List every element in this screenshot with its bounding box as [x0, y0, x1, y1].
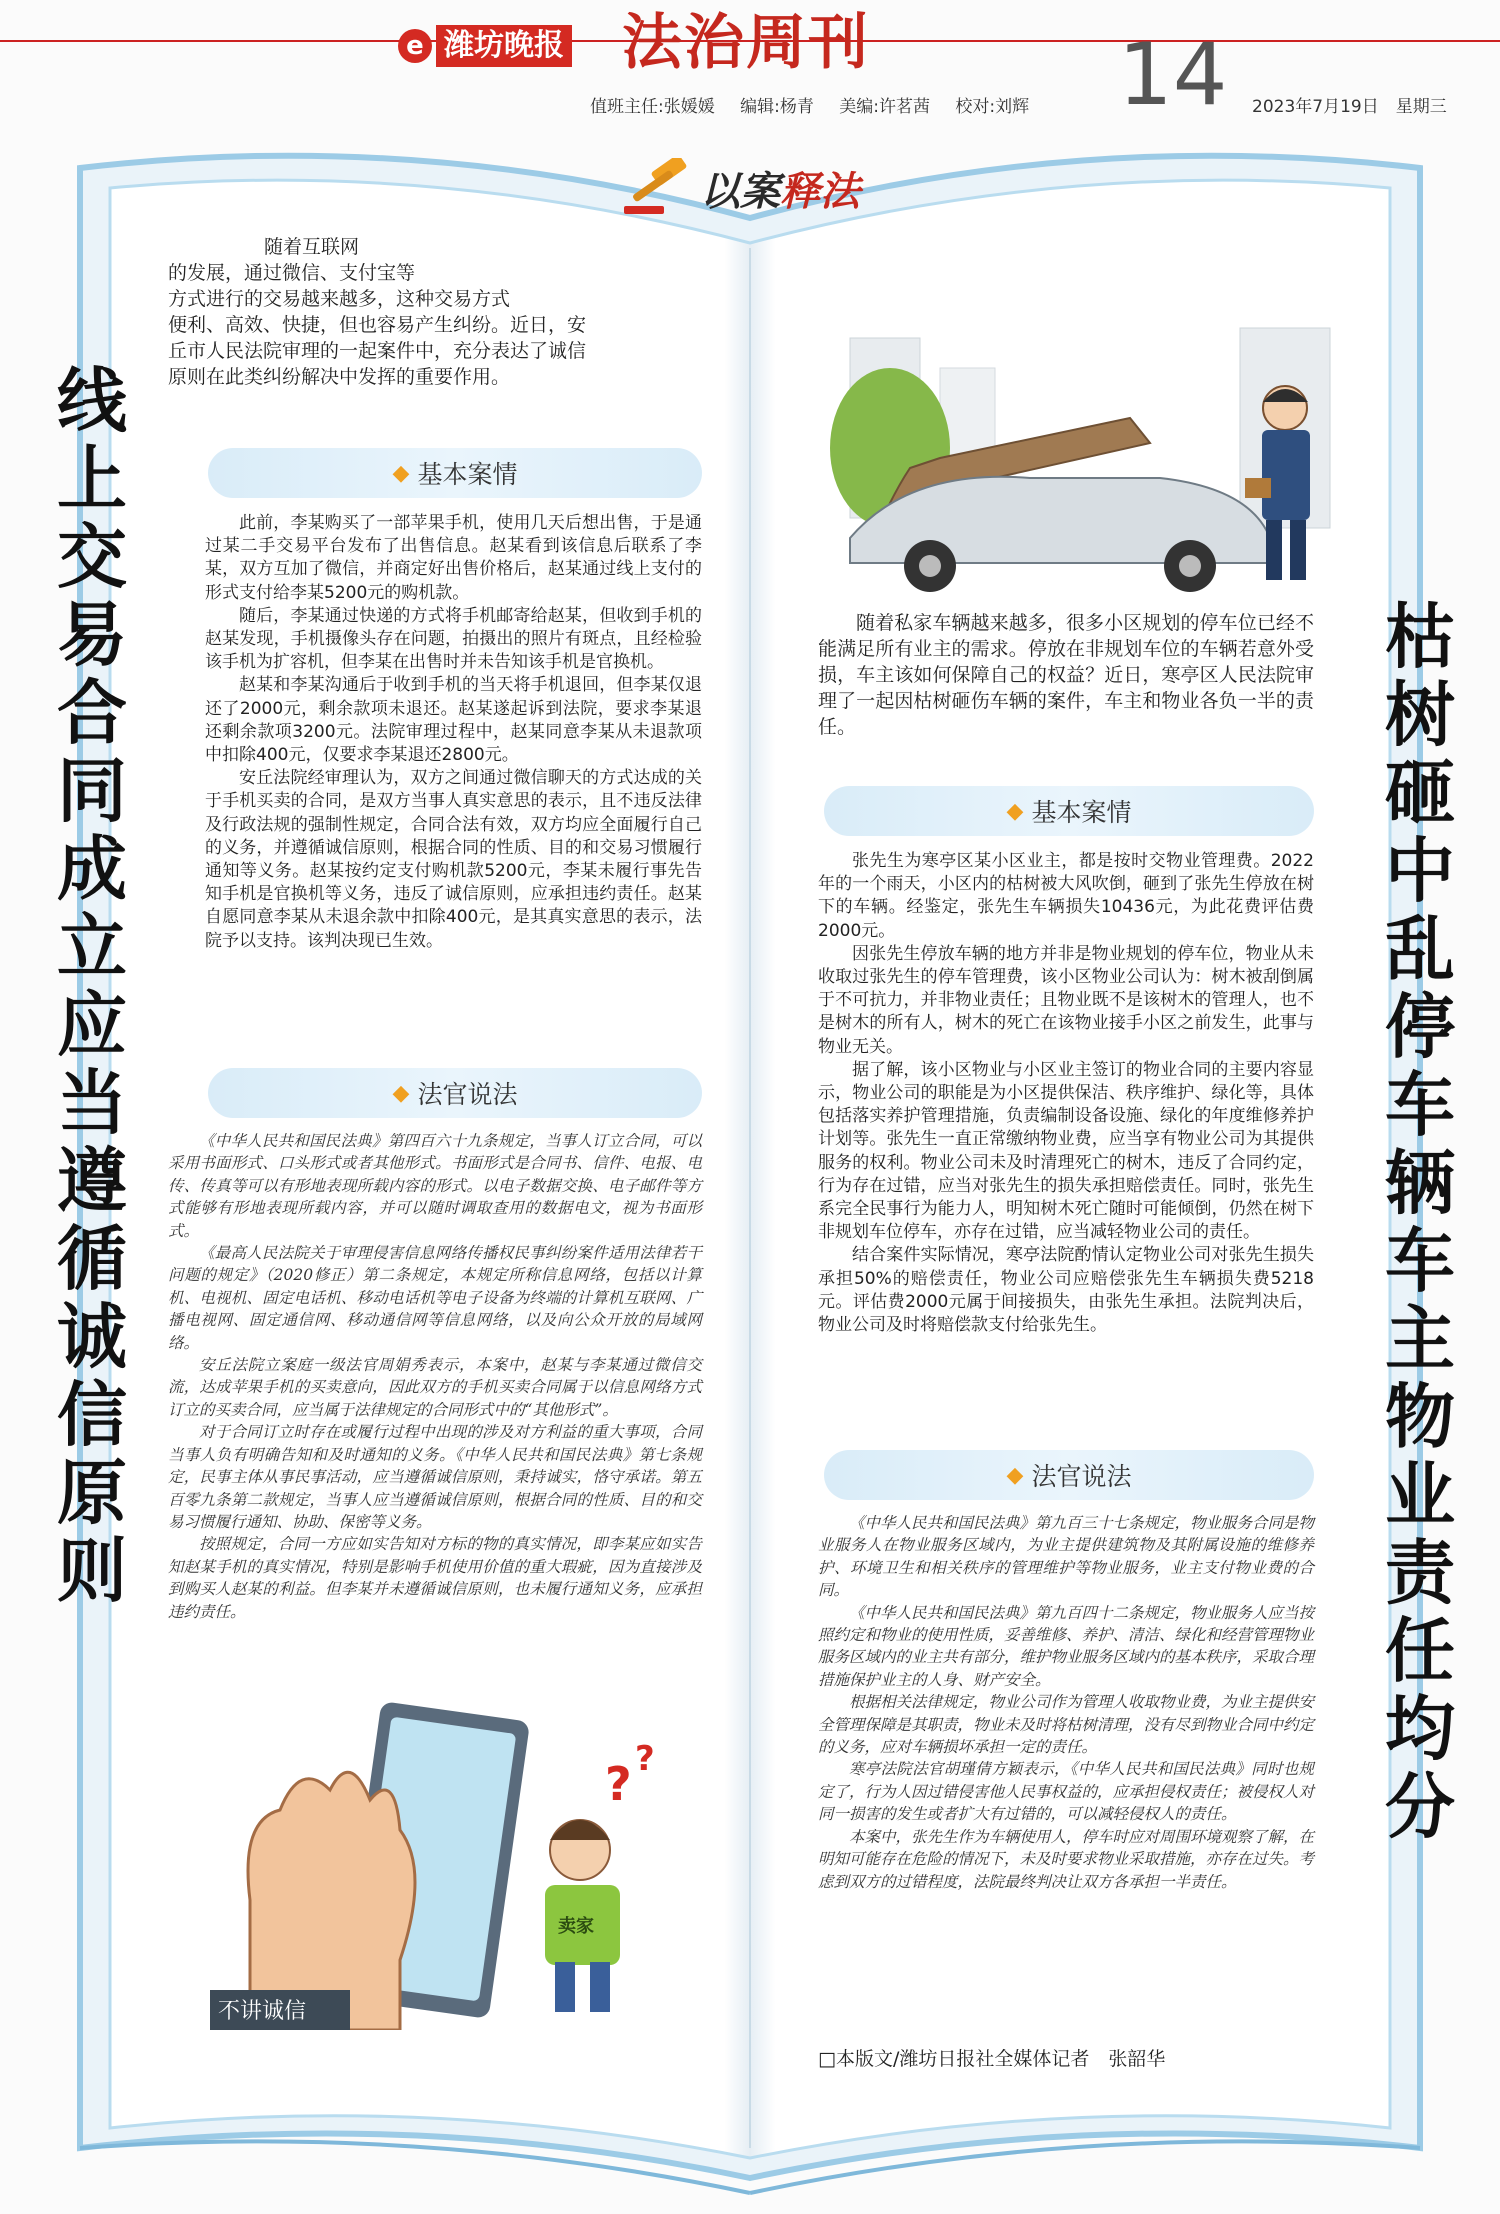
diamond-icon: ◆	[1006, 1462, 1024, 1488]
diamond-icon: ◆	[392, 460, 410, 486]
publication-title: 法治周刊	[622, 8, 870, 78]
paragraph: 此前，李某购买了一部苹果手机，使用几天后想出售，于是通过某二手交易平台发布了出售信息。赵某看到该信息后联系了李某，双方互加了微信，并商定好出售价格后，赵某通过线上支付的形式支付给李某5200元的购机款。	[205, 513, 702, 603]
tree-on-car-illustration	[830, 298, 1350, 598]
left-heading-case: ◆ 基本案情	[208, 448, 702, 498]
lead-line: 方式进行的交易越来越多，这种交易方式	[168, 288, 511, 310]
paragraph: 安丘法院立案庭一级法官周娟秀表示，本案中，赵某与李某通过微信交流，达成苹果手机的买卖意向，因此双方的手机买卖合同属于以信息网络方式订立的买卖合同，应当属于法律规定的合同形式中的“其他形式”。	[168, 1356, 702, 1419]
author-credit: □本版文/潍坊日报社全媒体记者 张韶华	[818, 2048, 1166, 2070]
paragraph: 随着私家车辆越来越多，很多小区规划的停车位已经不能满足所有业主的需求。停放在非规划车位的车辆若意外受损，车主该如何保障自己的权益？近日，寒亭区人民法院审理了一起因枯树砸伤车辆的案件，车主和物业各负一半的责任。	[818, 612, 1314, 738]
editor-credit: 美编:许茗茜	[839, 97, 931, 117]
paragraph: 据了解，该小区物业与小区业主签订的物业合同的主要内容显示，物业公司的职能是为小区提供保洁、秩序维护、绿化等，具体包括落实养护管理措施，负责编制设备设施、绿化的年度维修养护计划等。张先生一直正常缴纳物业费，应当享有物业公司为其提供服务的权利。物业公司未及时清理死亡的树木，违反了合同约定，行为存在过错，应当对张先生的损失承担赔偿责任。同时，张先生系完全民事行为能力人，明知树木死亡随时可能倾倒，仍然在树下非规划车位停车，亦存在过错，应当减轻物业公司的责任。	[818, 1059, 1314, 1243]
phone-dispute-illustration	[210, 1700, 680, 2030]
newspaper-logo	[398, 24, 572, 68]
left-headline: 线上交易合同成立 应当遵循诚信原则	[57, 360, 127, 1612]
left-case-text	[205, 512, 702, 953]
editor-credit: 编辑:杨青	[740, 97, 814, 117]
right-headline: 枯树砸中乱停车辆 车主物业责任均分	[1385, 596, 1455, 1848]
paragraph: 赵某和李某沟通后于收到手机的当天将手机退回，但李某仅退还了2000元，剩余款项未退还。赵某遂起诉到法院，要求李某退还剩余款项3200元。法院审理过程中，赵某同意李某从未退款项中扣除400元，仅要求李某退还2800元。	[205, 675, 702, 766]
right-heading-case: ◆ 基本案情	[824, 786, 1314, 836]
issue-date: 2023年7月19日 星期三	[1252, 97, 1447, 117]
paragraph: 随后，李某通过快递的方式将手机邮寄给赵某，但收到手机的赵某发现，手机摄像头存在问题，拍摄出的照片有斑点，且经检验该手机为扩容机，但李某在出售时并未告知该手机是官换机。	[205, 605, 702, 673]
right-lead	[818, 610, 1314, 740]
paragraph: 结合案件实际情况，寒亭法院酌情认定物业公司对张先生损失承担50%的赔偿责任，物业公司应赔偿张先生车辆损失费5218元。评估费2000元属于间接损失，由张先生承担。法院判决后，物业公司及时将赔偿款支付给张先生。	[818, 1245, 1314, 1336]
lead-line: 随着互联网	[264, 236, 360, 258]
column-title-a: 以案	[700, 167, 780, 215]
column-title	[622, 158, 860, 218]
paragraph: 因张先生停放车辆的地方并非是物业规划的停车位，物业从未收取过张先生的停车管理费，该小区物业公司认为：树木被刮倒属于不可抗力，并非物业责任；且物业既不是该树木的管理人，也不是树木的所有人，树木的死亡在该物业接手小区之前发生，此事与物业无关。	[818, 943, 1314, 1057]
paragraph: 安丘法院经审理认为，双方之间通过微信聊天的方式达成的关于手机买卖的合同，是双方当事人真实意思的表示，且不违反法律及行政法规的强制性规定，合同合法有效，双方均应全面履行自己的义务，并遵循诚信原则，根据合同的性质、目的和交易习惯履行通知等义务。赵某按约定支付购机款5200元，李某未履行事先告知手机是官换机等义务，违反了诚信原则，应承担违约责任。赵某自愿同意李某从未退余款中扣除400元，是其真实意思的表示，法院予以支持。该判决现已生效。	[205, 768, 702, 951]
editor-credit: 校对:刘辉	[955, 97, 1030, 117]
editor-credits	[590, 92, 1049, 117]
right-heading-law: ◆ 法官说法	[824, 1450, 1314, 1500]
column-title-b: 释法	[780, 167, 860, 215]
paragraph: 按照规定，合同一方应如实告知对方标的物的真实情况，即李某应如实告知赵某手机的真实情况，特别是影响手机使用价值的重大瑕疵，因为直接涉及到购买人赵某的利益。但李某并未遵循诚信原则，也未履行通知义务，应承担违约责任。	[168, 1535, 702, 1621]
question-mark-icon: ?	[605, 1757, 632, 1811]
paragraph: 张先生为寒亭区某小区业主，都是按时交物业管理费。2022年的一个雨天，小区内的枯树被大风吹倒，砸到了张先生停放在树下的车辆。经鉴定，张先生车辆损失10436元，为此花费评估费2000元。	[818, 851, 1314, 941]
paragraph: 对于合同订立时存在或履行过程中出现的涉及对方利益的重大事项，合同当事人负有明确告知和及时通知的义务。《中华人民共和国民法典》第七条规定，民事主体从事民事活动，应当遵循诚信原则，秉持诚实，恪守承诺。第五百零九条第二款规定，当事人应当遵循诚信原则，根据合同的性质、目的和交易习惯履行通知、协助、保密等义务。	[168, 1423, 702, 1531]
gavel-icon	[622, 158, 692, 218]
left-law-text	[168, 1130, 702, 1623]
paragraph: 《中华人民共和国民法典》第四百六十九条规定，当事人订立合同，可以采用书面形式、口头形式或者其他形式。书面形式是合同书、信件、电报、电传、传真等可以有形地表现所载内容的形式。以电子数据交换、电子邮件等方式能够有形地表现所载内容，并可以随时调取查用的数据电文，视为书面形式。	[168, 1132, 702, 1240]
diamond-icon: ◆	[392, 1080, 410, 1106]
left-heading-law: ◆ 法官说法	[208, 1068, 702, 1118]
paragraph: 根据相关法律规定，物业公司作为管理人收取物业费，为业主提供安全管理保障是其职责，物业未及时将枯树清理，没有尽到物业合同中约定的义务，应对车辆损坏承担一定的责任。	[818, 1693, 1315, 1757]
illustration-caption: 不讲诚信	[218, 1999, 307, 2024]
paragraph: 《中华人民共和国民法典》第九百三十七条规定，物业服务合同是物业服务人在物业服务区域内，为业主提供建筑物及其附属设施的维修养护、环境卫生和相关秩序的管理维护等物业服务，业主支付物业费的合同。	[818, 1514, 1315, 1600]
diamond-icon: ◆	[1006, 798, 1024, 824]
paragraph: 《中华人民共和国民法典》第九百四十二条规定，物业服务人应当按照约定和物业的使用性质，妥善维修、养护、清洁、绿化和经营管理物业服务区域内的业主共有部分，维护物业服务区域内的基本秩序，采取合理措施保护业主的人身、财产安全。	[818, 1603, 1315, 1689]
paragraph: 寒亭法院法官胡瑾倩方颖表示，《中华人民共和国民法典》同时也规定了，行为人因过错侵害他人民事权益的，应承担侵权责任；被侵权人对同一损害的发生或者扩大有过错的，可以减轻侵权人的责任。	[818, 1760, 1315, 1824]
right-law-text	[818, 1512, 1314, 1893]
question-mark-icon: ?	[635, 1739, 655, 1779]
lead-line: 的发展，通过微信、支付宝等	[168, 262, 416, 284]
lead-line: 丘市人民法院审理的一起案件中，充分表达了诚信	[168, 340, 587, 362]
logo-mark-icon: e	[398, 29, 432, 63]
paragraph: 本案中，张先生作为车辆使用人，停车时应对周围环境观察了解，在明知可能存在危险的情况下，未及时要求物业采取措施，亦存在过失。考虑到双方的过错程度，法院最终判决让双方各承担一半责任。	[818, 1827, 1315, 1891]
lead-line: 便利、高效、快捷，但也容易产生纠纷。近日，安	[168, 314, 587, 336]
editor-credit: 值班主任:张媛媛	[590, 97, 715, 117]
right-case-text	[818, 850, 1314, 1337]
paragraph: 《最高人民法院关于审理侵害信息网络传播权民事纠纷案件适用法律若干问题的规定》（2020修正）第二条规定，本规定所称信息网络，包括以计算机、电视机、固定电话机、移动电话机等电子设备为终端的计算机互联网、广播电视网、固定通信网、移动通信网等信息网络，以及向公众开放的局域网络。	[168, 1244, 702, 1352]
page-number: 14	[1118, 25, 1228, 125]
left-lead	[168, 234, 703, 390]
shirt-label: 卖家	[558, 1916, 594, 1937]
logo-text: 潍坊晚报	[436, 25, 572, 67]
lead-line: 原则在此类纠纷解决中发挥的重要作用。	[168, 366, 511, 388]
